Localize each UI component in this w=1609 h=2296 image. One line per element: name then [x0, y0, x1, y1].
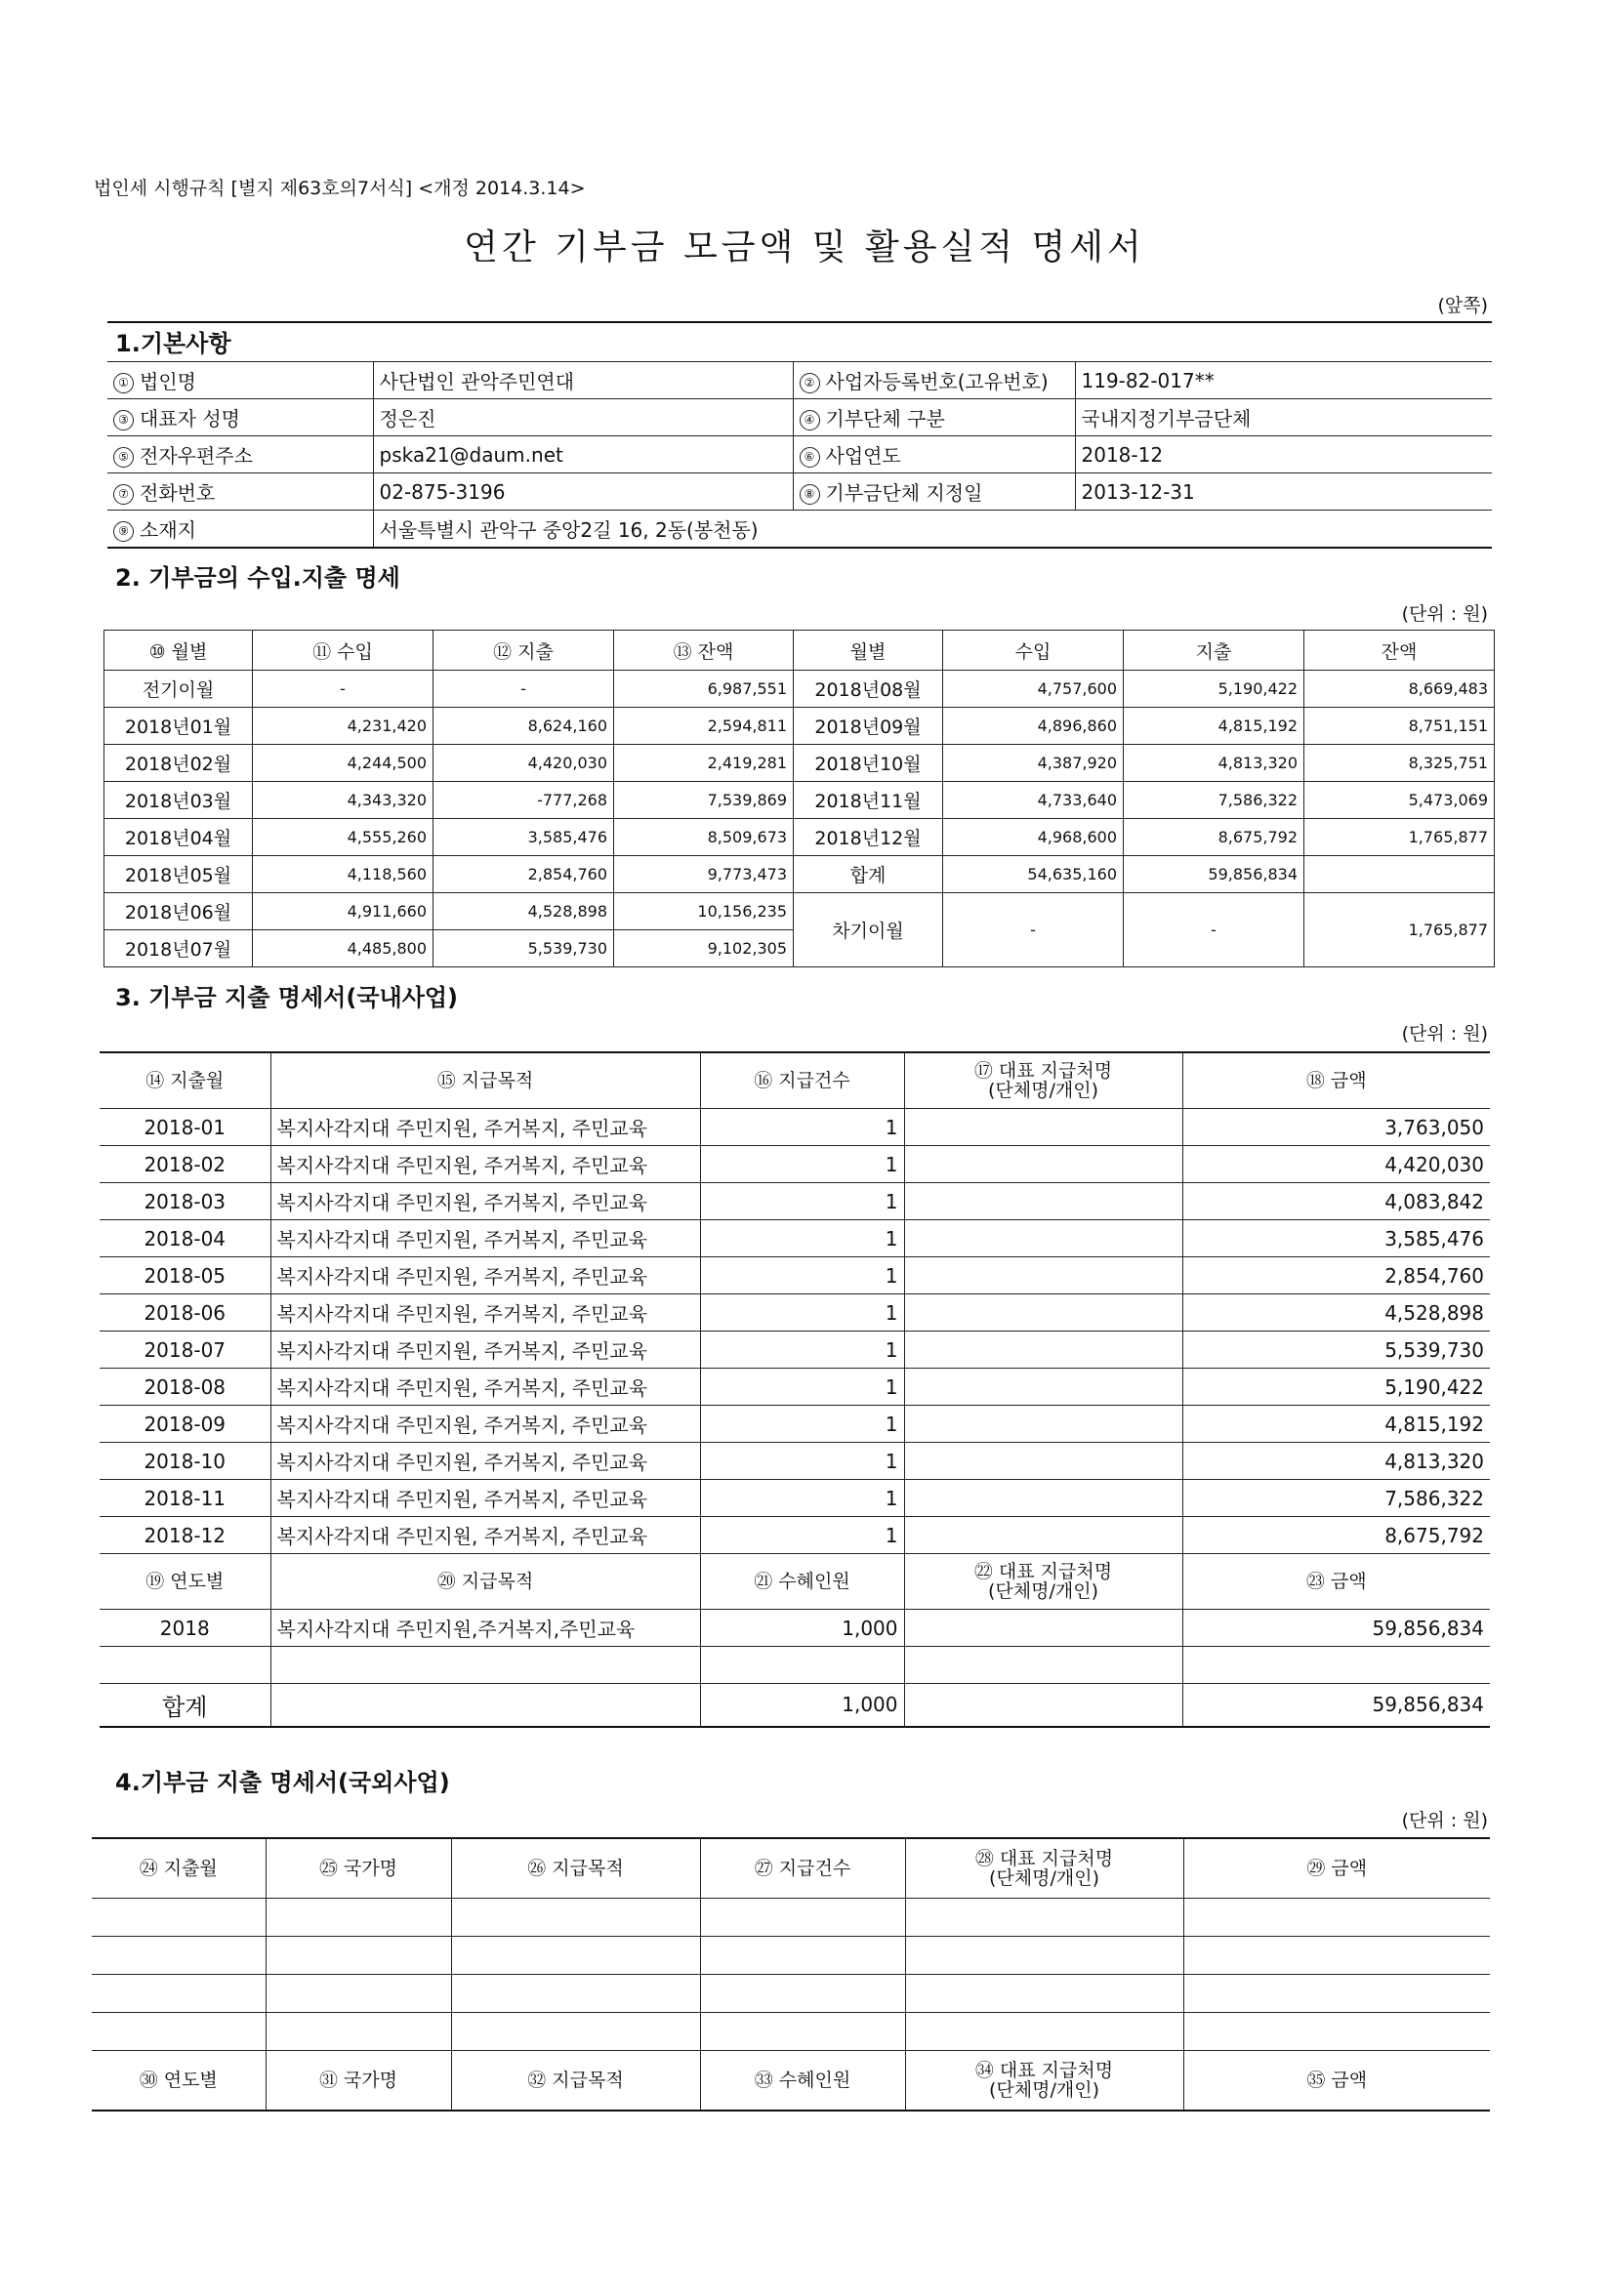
col-header: ㉚ 연도별	[92, 2051, 266, 2112]
col-header: ⑮ 지급목적	[270, 1052, 700, 1109]
field-value: 정은진	[373, 399, 793, 436]
table-row: 2018-07 복지사각지대 주민지원, 주거복지, 주민교육 1 5,539,730	[100, 1332, 1490, 1369]
col-header: ⑰ 대표 지급처명 (단체명/개인)	[904, 1052, 1182, 1109]
table-row: 2018-12 복지사각지대 주민지원, 주거복지, 주민교육 1 8,675,792	[100, 1517, 1490, 1554]
basic-info-table	[107, 361, 1492, 549]
section2-heading: 2. 기부금의 수입.지출 명세	[115, 564, 400, 592]
table-row: 2018년01월 4,231,420 8,624,160 2,594,811 2018년09월 4,896,860 4,815,192 8,751,151	[104, 708, 1495, 745]
overseas-expense-table	[92, 1837, 1490, 2112]
col-header: ㉒ 대표 지급처명 (단체명/개인)	[904, 1554, 1182, 1610]
table-row: 2018년04월 4,555,260 3,585,476 8,509,673 2018년12월 4,968,600 8,675,792 1,765,877	[104, 819, 1495, 856]
empty-row	[92, 1937, 1490, 1975]
section3-heading: 3. 기부금 지출 명세서(국내사업)	[115, 984, 459, 1011]
col-header: ㉖ 지급목적	[451, 1838, 700, 1899]
field-label: 대표자 성명	[140, 407, 240, 430]
field-label: 기부단체 구분	[825, 407, 945, 430]
field-number: ①	[113, 373, 134, 393]
field-number: ⑤	[113, 447, 134, 468]
table-row: 전기이월 - - 6,987,551 2018년08월 4,757,600 5,190,422 8,669,483	[104, 671, 1495, 708]
empty-row	[100, 1647, 1490, 1684]
table-row: 2018-02 복지사각지대 주민지원, 주거복지, 주민교육 1 4,420,030	[100, 1146, 1490, 1183]
section4-heading: 4.기부금 지출 명세서(국외사업)	[115, 1769, 450, 1796]
empty-row	[92, 2013, 1490, 2051]
page-side-label: (앞쪽)	[1437, 295, 1488, 316]
table-header	[100, 1052, 1490, 1109]
col-header: ㉜ 지급목적	[451, 2051, 700, 2112]
col-header: ㉛ 국가명	[266, 2051, 451, 2112]
address-row	[107, 511, 1492, 549]
table-row: 2018-06 복지사각지대 주민지원, 주거복지, 주민교육 1 4,528,898	[100, 1294, 1490, 1332]
document-title: 연간 기부금 모금액 및 활용실적 명세서	[464, 227, 1145, 267]
col-header: ㉝ 수혜인원	[700, 2051, 905, 2112]
field-number: ⑦	[113, 484, 134, 505]
col-header: 수입	[943, 631, 1124, 671]
field-label: 전자우편주소	[140, 444, 253, 468]
col-header: ㉞ 대표 지급처명 (단체명/개인)	[905, 2051, 1183, 2112]
total-row: 합계 1,000 59,856,834	[100, 1684, 1490, 1727]
col-header: ㉗ 지급건수	[700, 1838, 905, 1899]
table-row: 2018-04 복지사각지대 주민지원, 주거복지, 주민교육 1 3,585,476	[100, 1220, 1490, 1257]
address-value: 서울특별시 관악구 중앙2길 16, 2동(봉천동)	[373, 511, 1492, 549]
col-header: ㉕ 국가명	[266, 1838, 451, 1899]
field-number: ⑨	[113, 521, 134, 542]
field-number: ③	[113, 410, 134, 430]
col-header: ⑩ 월별	[104, 631, 253, 671]
table-header	[92, 1838, 1490, 1899]
table-row: 2018-01 복지사각지대 주민지원, 주거복지, 주민교육 1 3,763,050	[100, 1109, 1490, 1146]
col-header: ㉙ 금액	[1183, 1838, 1490, 1899]
table-row: 2018년06월 4,911,660 4,528,898 10,156,235 차기이월 - - 1,765,877	[104, 893, 1495, 930]
table-row: 2018-11 복지사각지대 주민지원, 주거복지, 주민교육 1 7,586,322	[100, 1480, 1490, 1517]
table-header	[104, 631, 1495, 671]
field-value: 2013-12-31	[1075, 473, 1492, 511]
field-label: 사업연도	[825, 444, 901, 468]
section3-unit: (단위 : 원)	[1401, 1023, 1488, 1045]
col-header: ⑯ 지급건수	[700, 1052, 904, 1109]
col-header: ⑪ 수입	[253, 631, 433, 671]
table-header	[92, 2051, 1490, 2112]
section4-unit: (단위 : 원)	[1401, 1810, 1488, 1831]
table-row: 2018-03 복지사각지대 주민지원, 주거복지, 주민교육 1 4,083,842	[100, 1183, 1490, 1220]
section1-heading: 1.기본사항	[115, 330, 231, 357]
col-header: 잔액	[1304, 631, 1495, 671]
col-header: ⑭ 지출월	[100, 1052, 270, 1109]
col-header: 지출	[1124, 631, 1304, 671]
empty-row	[92, 1899, 1490, 1937]
domestic-expense-table	[100, 1051, 1490, 1728]
table-row: 2018년02월 4,244,500 4,420,030 2,419,281 2018년10월 4,387,920 4,813,320 8,325,751	[104, 745, 1495, 782]
field-value: 사단법인 관악주민연대	[373, 362, 793, 399]
year-row: 2018 복지사각지대 주민지원,주거복지,주민교육 1,000 59,856,834	[100, 1610, 1490, 1647]
table-row: 2018년07월 4,485,800 5,539,730 9,102,305	[104, 930, 1495, 967]
field-label: 전화번호	[140, 481, 216, 505]
col-header: ㉟ 금액	[1183, 2051, 1490, 2112]
field-label: 소재지	[140, 518, 196, 542]
section1-top-rule	[107, 321, 1492, 323]
field-number: ④	[800, 410, 820, 430]
table-row: 2018-10 복지사각지대 주민지원, 주거복지, 주민교육 1 4,813,320	[100, 1443, 1490, 1480]
table-header	[100, 1554, 1490, 1610]
field-value: 2018-12	[1075, 436, 1492, 473]
empty-row	[92, 1975, 1490, 2013]
basic-row	[107, 473, 1492, 511]
field-value: 119-82-017**	[1075, 362, 1492, 399]
basic-row	[107, 399, 1492, 436]
income-expense-table	[103, 630, 1495, 967]
field-number: ②	[800, 373, 820, 393]
table-row: 2018-08 복지사각지대 주민지원, 주거복지, 주민교육 1 5,190,422	[100, 1369, 1490, 1406]
table-row: 2018-09 복지사각지대 주민지원, 주거복지, 주민교육 1 4,815,192	[100, 1406, 1490, 1443]
col-header: ⑳ 지급목적	[270, 1554, 700, 1610]
field-value: pska21@daum.net	[373, 436, 793, 473]
field-label: 법인명	[140, 370, 196, 393]
col-header: ⑫ 지출	[433, 631, 614, 671]
col-header: ㉘ 대표 지급처명 (단체명/개인)	[905, 1838, 1183, 1899]
field-number: ⑧	[800, 484, 820, 505]
col-header: ⑲ 연도별	[100, 1554, 270, 1610]
col-header: ㉑ 수혜인원	[700, 1554, 904, 1610]
col-header: ⑱ 금액	[1182, 1052, 1490, 1109]
field-label: 사업자등록번호(고유번호)	[825, 370, 1049, 393]
col-header: ⑬ 잔액	[614, 631, 794, 671]
col-header: ㉔ 지출월	[92, 1838, 266, 1899]
field-value: 02-875-3196	[373, 473, 793, 511]
table-row: 2018년03월 4,343,320 -777,268 7,539,869 2018년11월 4,733,640 7,586,322 5,473,069	[104, 782, 1495, 819]
col-header: ㉓ 금액	[1182, 1554, 1490, 1610]
table-row: 2018년05월 4,118,560 2,854,760 9,773,473 합계 54,635,160 59,856,834	[104, 856, 1495, 893]
regulation-note: 법인세 시행규칙 [별지 제63호의7서식] <개정 2014.3.14>	[94, 178, 586, 199]
col-header: 월별	[794, 631, 943, 671]
field-label: 기부금단체 지정일	[825, 481, 983, 505]
table-row: 2018-05 복지사각지대 주민지원, 주거복지, 주민교육 1 2,854,760	[100, 1257, 1490, 1294]
basic-row	[107, 436, 1492, 473]
field-value: 국내지정기부금단체	[1075, 399, 1492, 436]
basic-row	[107, 362, 1492, 399]
field-number: ⑥	[800, 447, 820, 468]
section2-unit: (단위 : 원)	[1401, 603, 1488, 625]
